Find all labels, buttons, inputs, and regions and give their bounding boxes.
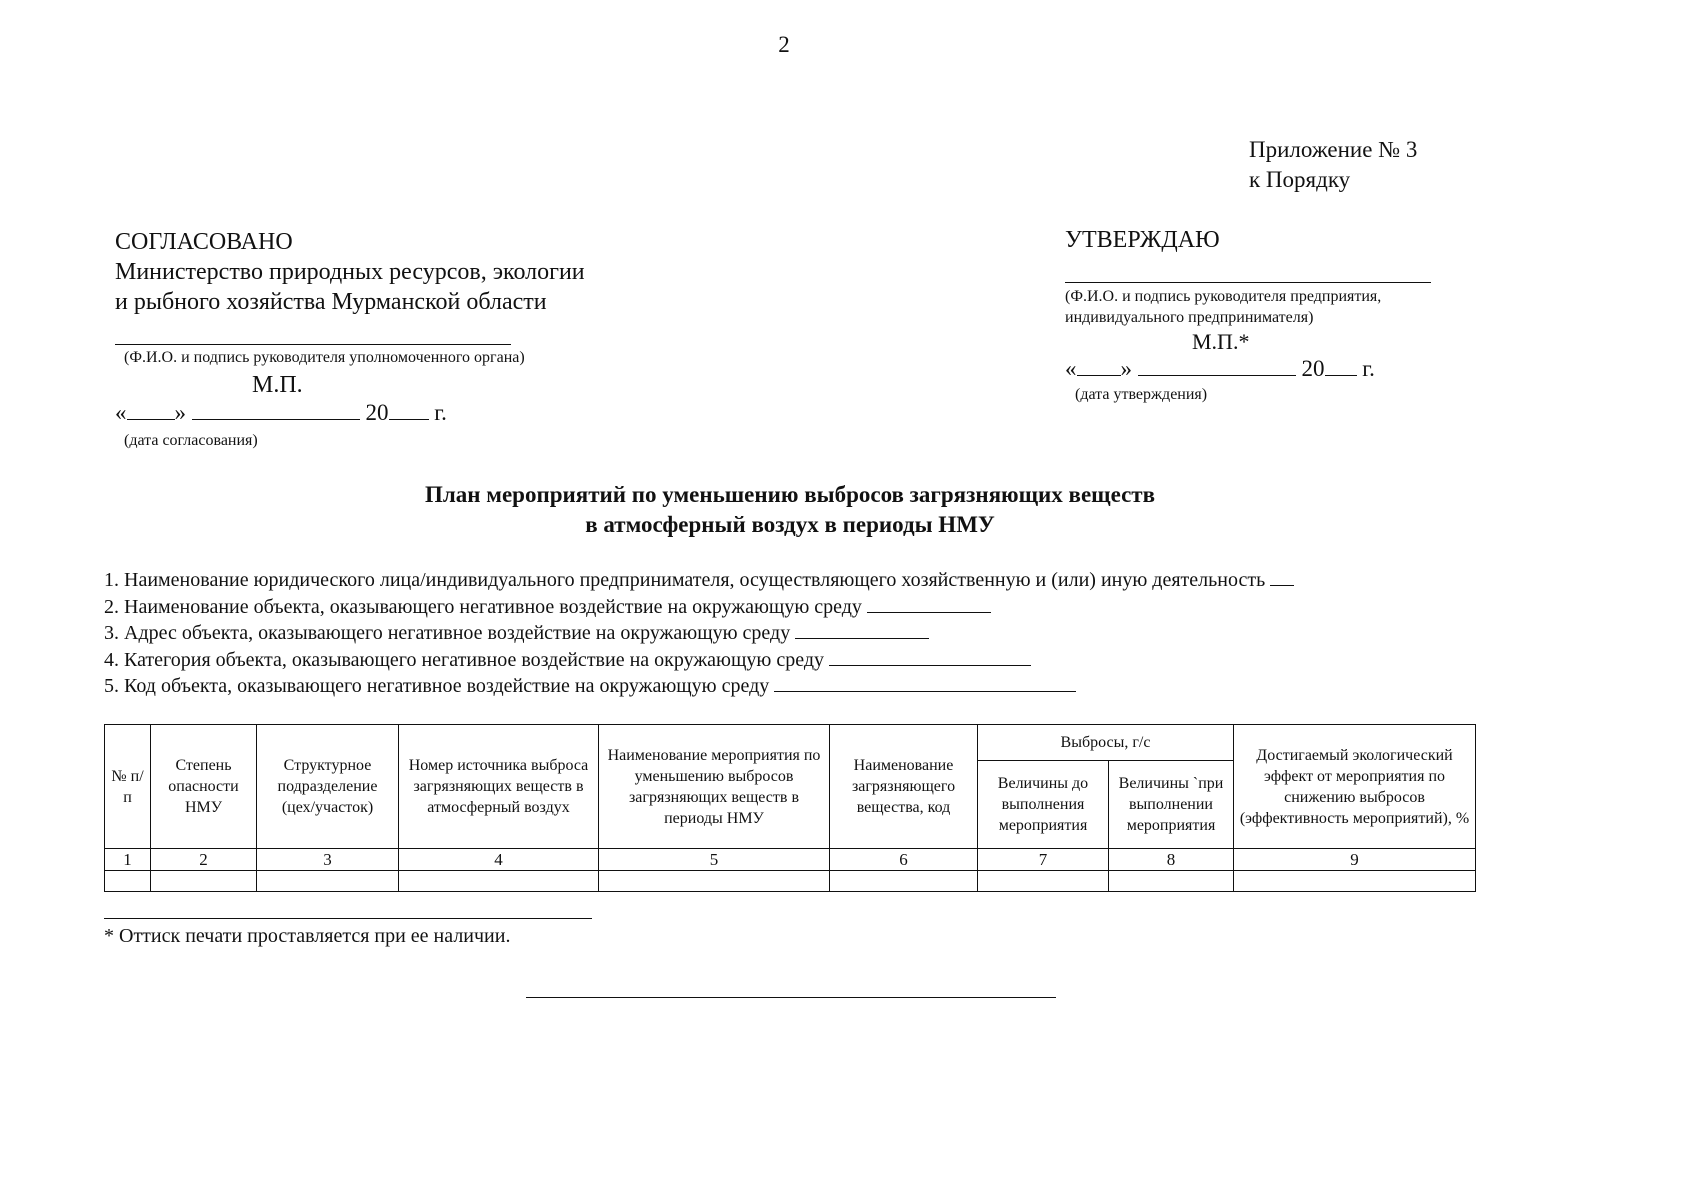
agreed-org-line1: Министерство природных ресурсов, экологии [115,259,585,285]
table-cell [599,871,830,892]
item-text: 3. Адрес объекта, оказывающего негативное воздействие на окружающую среду [104,622,791,644]
agreed-year-prefix: 20 [365,400,389,425]
agreed-year-blank [389,401,429,420]
approve-date-caption: (дата утверждения) [1075,386,1208,403]
approve-day-blank [1077,357,1121,376]
table-cell [1234,871,1476,892]
item-fill-blank [795,622,929,639]
header-hazard: Степень опасности НМУ [151,725,257,849]
table-cell [1109,871,1234,892]
approve-date-line [1065,356,1375,382]
approve-signature-caption-line2: индивидуального предпринимателя) [1065,309,1314,326]
header-no: № п/п [105,725,151,849]
agreed-day-blank [127,401,175,420]
item-text: 4. Категория объекта, оказывающего негативное воздействие на окружающую среду [104,648,824,671]
table-cell [978,871,1109,892]
agreed-year-suffix: г. [434,400,447,425]
column-number: 9 [1234,849,1476,871]
table-cell [151,871,257,892]
list-item [104,620,1294,647]
plan-table [104,724,1476,892]
agreed-date-line [115,400,447,426]
column-number: 1 [105,849,151,871]
column-number: 2 [151,849,257,871]
list-item [104,673,1294,700]
approve-heading: УТВЕРЖДАЮ [1065,227,1220,253]
table-row [105,849,1476,871]
table-cell [830,871,978,892]
item-fill-blank [867,596,991,613]
item-text: 5. Код объекта, оказывающего негативное воздействие на окружающую среду [104,675,770,697]
approve-year-prefix: 20 [1301,356,1325,381]
document-title [0,480,1580,540]
list-item [104,647,1294,674]
column-number: 4 [399,849,599,871]
header-division: Структурное подразделение (цех/участок) [257,725,399,849]
header-effect: Достигаемый экологический эффект от мероприятия по снижению выбросов (эффективность мероприятий), % [1234,725,1476,849]
agreed-quote-close: » [174,400,186,425]
closing-line [526,997,1056,998]
table-cell [399,871,599,892]
appendix-line1: Приложение № 3 [1249,137,1418,162]
footnote: * Оттиск печати проставляется при ее наличии. [104,925,511,947]
item-text: 2. Наименование объекта, оказывающего негативное воздействие на окружающую среду [104,595,862,618]
table-cell [105,871,151,892]
agreed-signature-line [115,344,511,345]
header-emissions: Выбросы, г/с [978,725,1234,761]
list-item [104,567,1294,594]
item-fill-blank [774,675,1076,692]
approve-year-suffix: г. [1362,356,1375,381]
header-measure: Наименование мероприятия по уменьшению выбросов загрязняющих веществ в периоды НМУ [599,725,830,849]
agreed-quote-open: « [115,400,127,425]
agreed-stamp: М.П. [252,372,303,398]
approve-stamp: М.П.* [1192,329,1250,354]
agreed-month-blank [192,401,360,420]
agreed-org-line2: и рыбного хозяйства Мурманской области [115,289,547,315]
item-fill-blank [1270,569,1294,586]
approve-signature-line [1065,282,1431,283]
approve-month-blank [1138,357,1296,376]
column-number: 6 [830,849,978,871]
appendix-note [1249,135,1417,195]
item-fill-blank [829,649,1031,666]
appendix-line2: к Порядку [1249,167,1351,192]
table-cell [257,871,399,892]
column-number: 3 [257,849,399,871]
column-number: 8 [1109,849,1234,871]
approve-signature-caption-line1: (Ф.И.О. и подпись руководителя предприятия, [1065,288,1382,305]
title-line1: План мероприятий по уменьшению выбросов загрязняющих веществ [425,482,1155,507]
header-substance: Наименование загрязняющего вещества, код [830,725,978,849]
header-source: Номер источника выброса загрязняющих веществ в атмосферный воздух [399,725,599,849]
agreed-signature-caption: (Ф.И.О. и подпись руководителя уполномоченного органа) [124,349,525,366]
header-after: Величины `при выполнении мероприятия [1109,761,1234,849]
table-row [105,871,1476,892]
item-text: 1. Наименование юридического лица/индивидуального предпринимателя, осуществляющего хозяйственную и (или) иную деятельность [104,569,1266,591]
approve-year-blank [1325,357,1357,376]
items-list [104,567,1294,700]
approve-quote-close: » [1120,356,1132,381]
agreed-heading: СОГЛАСОВАНО [115,229,293,255]
header-before: Величины до выполнения мероприятия [978,761,1109,849]
page-number: 2 [778,32,790,57]
approve-quote-open: « [1065,356,1077,381]
agreed-date-caption: (дата согласования) [124,432,258,449]
column-number: 7 [978,849,1109,871]
title-line2: в атмосферный воздух в периоды НМУ [585,512,995,537]
column-number: 5 [599,849,830,871]
footnote-separator [104,918,592,919]
list-item [104,594,1294,621]
